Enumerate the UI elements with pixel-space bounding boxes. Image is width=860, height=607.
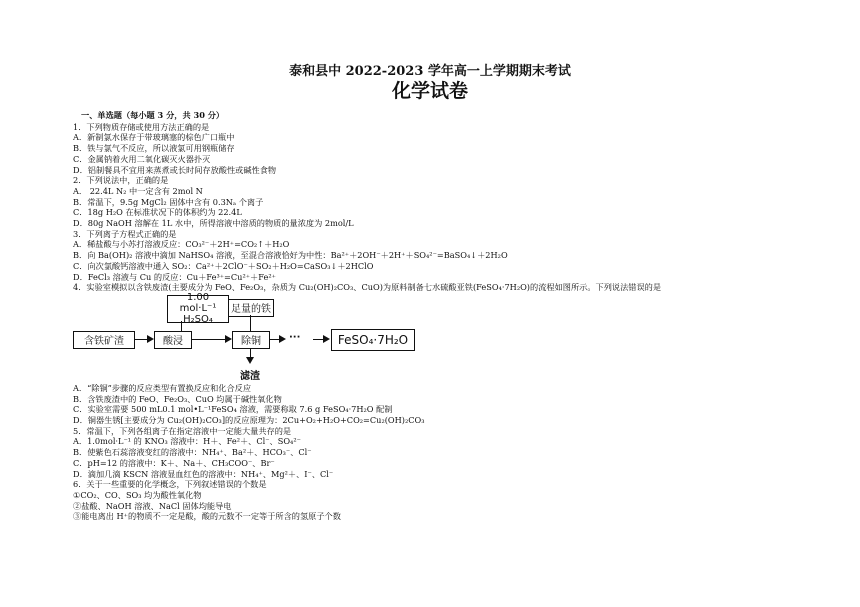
question-line: B．使紫色石蕊溶液变红的溶液中：NH₄⁺、Ba²＋、HCO₃⁻、Cl⁻ bbox=[73, 447, 312, 458]
question-line: D．80g NaOH 溶解在 1L 水中，所得溶液中溶质的物质的量浓度为 2mol/L bbox=[73, 218, 354, 229]
flow-diagram bbox=[73, 293, 793, 383]
question-line: B．铁与氯气不反应，所以液氯可用钢瓶储存 bbox=[73, 143, 235, 154]
reagent-acid-box bbox=[167, 292, 229, 326]
question-line: 3．下列离子方程式正确的是 bbox=[73, 228, 177, 239]
question-line: 4．实验室模拟以含铁废渣(主要成分为 FeO、Fe₂O₃，杂质为 Cu₂(OH)₂CO₃、CuO)为原料制备七水硫酸亚铁(FeSO₄·7H₂O)的流程如图所示。下列说法错误的是 bbox=[73, 282, 662, 293]
question-line: A．新制氯水保存于带玻璃塞的棕色广口瓶中 bbox=[73, 132, 235, 143]
question-line: C．实验室需要 500 mL0.1 mol•L⁻¹FeSO₄ 溶液，需要称取 7.6 g FeSO₄·7H₂O 配制 bbox=[73, 404, 393, 415]
step-acid-leach: 酸浸 bbox=[154, 331, 192, 349]
question-body bbox=[73, 110, 793, 522]
exam-subtitle: 化学试卷 bbox=[391, 80, 468, 102]
exam-title: 泰和县中 2022-2023 学年高一上学期期末考试 bbox=[289, 64, 571, 79]
question-line: 5．常温下，下列各组离子在指定溶液中一定能大量共存的是 bbox=[73, 425, 292, 436]
question-line: D．滴加几滴 KSCN 溶液显血红色的溶液中：NH₄⁺、Mg²＋、I⁻、Cl⁻ bbox=[73, 468, 334, 479]
question-line: ①CO₂、CO、SO₃ 均为酸性氧化物 bbox=[73, 489, 202, 500]
product-box: FeSO₄·7H₂O bbox=[331, 329, 415, 351]
reagent-acid-name: H₂SO₄ bbox=[183, 314, 213, 326]
question-line: 6．关于一些重要的化学概念，下列叙述错误的个数是 bbox=[73, 479, 267, 490]
question-line: 1．下列物质存储或使用方法正确的是 bbox=[73, 121, 210, 132]
question-line: A．1.0mol·L⁻¹ 的 KNO₃ 溶液中：H＋、Fe²＋、Cl⁻、SO₄²⁻ bbox=[73, 436, 301, 447]
reagent-iron-box: 足量的铁 bbox=[228, 299, 274, 317]
question-line: B．常温下，9.5g MgCl₂ 固体中含有 0.3Nₐ 个离子 bbox=[73, 196, 264, 207]
step-raw-material: 含铁矿渣 bbox=[73, 331, 135, 349]
question-lines-b bbox=[73, 383, 793, 522]
question-line: C．pH=12 的溶液中：K＋、Na＋、CH₃COO⁻、Br⁻ bbox=[73, 457, 275, 468]
residue-label: 滤渣 bbox=[240, 370, 260, 382]
question-line: C．向次氯酸钙溶液中通入 SO₂：Ca²⁺＋2ClO⁻＋SO₂＋H₂O=CaSO₃↓＋2HClO bbox=[73, 260, 374, 271]
question-line: C．金属钠着火用二氧化碳灭火器扑灭 bbox=[73, 153, 211, 164]
question-line: A． 22.4L N₂ 中一定含有 2mol N bbox=[73, 185, 203, 196]
flow-ellipsis: ··· bbox=[289, 331, 301, 343]
step-remove-copper: 除铜 bbox=[232, 331, 270, 349]
question-line: B．含铁废渣中的 FeO、Fe₂O₃、CuO 均属于碱性氧化物 bbox=[73, 393, 282, 404]
question-line: C．18g H₂O 在标准状况下的体积约为 22.4L bbox=[73, 207, 242, 218]
question-lines-a bbox=[73, 122, 793, 293]
question-line: A．“除铜”步骤的反应类型有置换反应和化合反应 bbox=[73, 382, 252, 393]
section-heading: 一、单选题（每小题 3 分，共 30 分） bbox=[81, 110, 225, 120]
question-line: D．FeCl₃ 溶液与 Cu 的反应：Cu＋Fe³⁺=Cu²⁺＋Fe²⁺ bbox=[73, 271, 276, 282]
question-line: D．铜器生锈[主要成分为 Cu₂(OH)₂CO₃]的反应原理为：2Cu+O₂+H₂O+CO₂=Cu₂(OH)₂CO₃ bbox=[73, 415, 425, 426]
question-line: D．铝制餐具不宜用来蒸煮或长时间存放酸性或碱性食物 bbox=[73, 164, 277, 175]
question-line: 2．下列说法中，正确的是 bbox=[73, 175, 169, 186]
question-line: B．向 Ba(OH)₂ 溶液中滴加 NaHSO₄ 溶液，至混合溶液恰好为中性：Ba²⁺＋2OH⁻＋2H⁺＋SO₄²⁻=BaSO₄↓＋2H₂O bbox=[73, 250, 508, 261]
question-line: ②盐酸、NaOH 溶液、NaCl 固体均能导电 bbox=[73, 500, 232, 511]
question-line: ③能电离出 H⁺的物质不一定是酸，酸的元数不一定等于所含的氢原子个数 bbox=[73, 511, 341, 522]
question-line: A．稀盐酸与小苏打溶液反应：CO₃²⁻＋2H⁺=CO₂↑＋H₂O bbox=[73, 239, 290, 250]
reagent-acid-conc: 1.00 mol·L⁻¹ bbox=[179, 292, 217, 315]
